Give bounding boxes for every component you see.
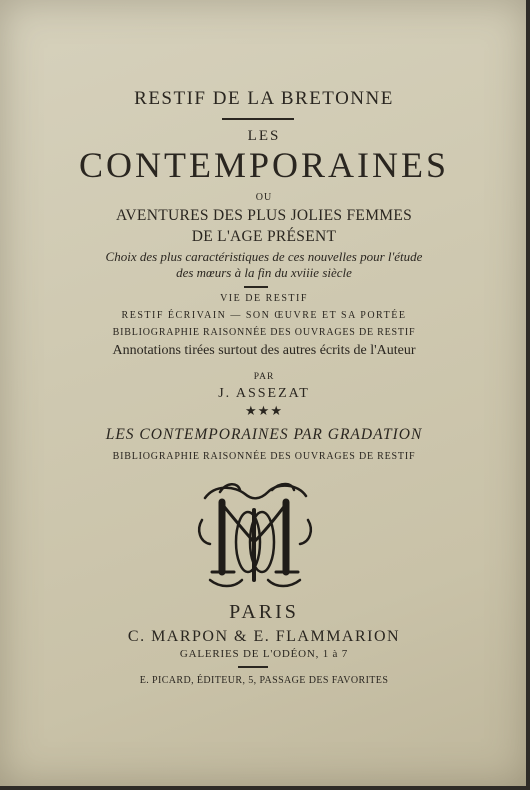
author-name: RESTIF DE LA BRETONNE [134, 88, 394, 109]
editor-name: J. ASSEZAT [218, 386, 310, 401]
book-title: CONTEMPORAINES [78, 145, 450, 185]
subtitle-line-2: DE L'AGE PRÉSENT [191, 228, 337, 245]
contents-annotations: Annotations tirées surtout des autres écrits de l'Auteur [112, 343, 416, 358]
volume-bibliography: BIBLIOGRAPHIE RAISONNÉE DES OUVRAGES DE RESTIF [112, 451, 416, 462]
imprint-city: PARIS [229, 601, 299, 623]
volume-title: LES CONTEMPORAINES PAR GRADATION [105, 426, 423, 443]
title-article: LES [247, 128, 281, 144]
divider-rule [222, 118, 294, 120]
contents-ecrivain: RESTIF ÉCRIVAIN — SON ŒUVRE ET SA PORTÉE [121, 310, 407, 321]
divider-rule [244, 286, 268, 288]
contents-bibliography: BIBLIOGRAPHIE RAISONNÉE DES OUVRAGES DE RESTIF [112, 327, 416, 338]
imprint-address: GALERIES DE L'ODÉON, 1 à 7 [179, 648, 349, 660]
imprint-picard: E. PICARD, ÉDITEUR, 5, PASSAGE DES FAVORITES [139, 675, 389, 686]
subtitle-line-1: AVENTURES DES PLUS JOLIES FEMMES [115, 207, 413, 224]
title-conjunction: OU [255, 192, 273, 203]
imprint-publisher: C. MARPON & E. FLAMMARION [127, 628, 401, 645]
contents-vie: VIE DE RESTIF [220, 293, 308, 304]
divider-rule [238, 666, 268, 668]
description-line-2: des mœurs à la fin du xviiie siècle [176, 265, 352, 280]
publisher-monogram-icon [190, 480, 320, 592]
description-line-1: Choix des plus caractéristiques de ces nouvelles pour l'étude [105, 249, 423, 264]
volume-stars: ★★★ [245, 403, 283, 418]
cover-edge-bottom [0, 786, 530, 790]
cover-edge-right [526, 0, 530, 790]
by-label: PAR [253, 372, 275, 382]
